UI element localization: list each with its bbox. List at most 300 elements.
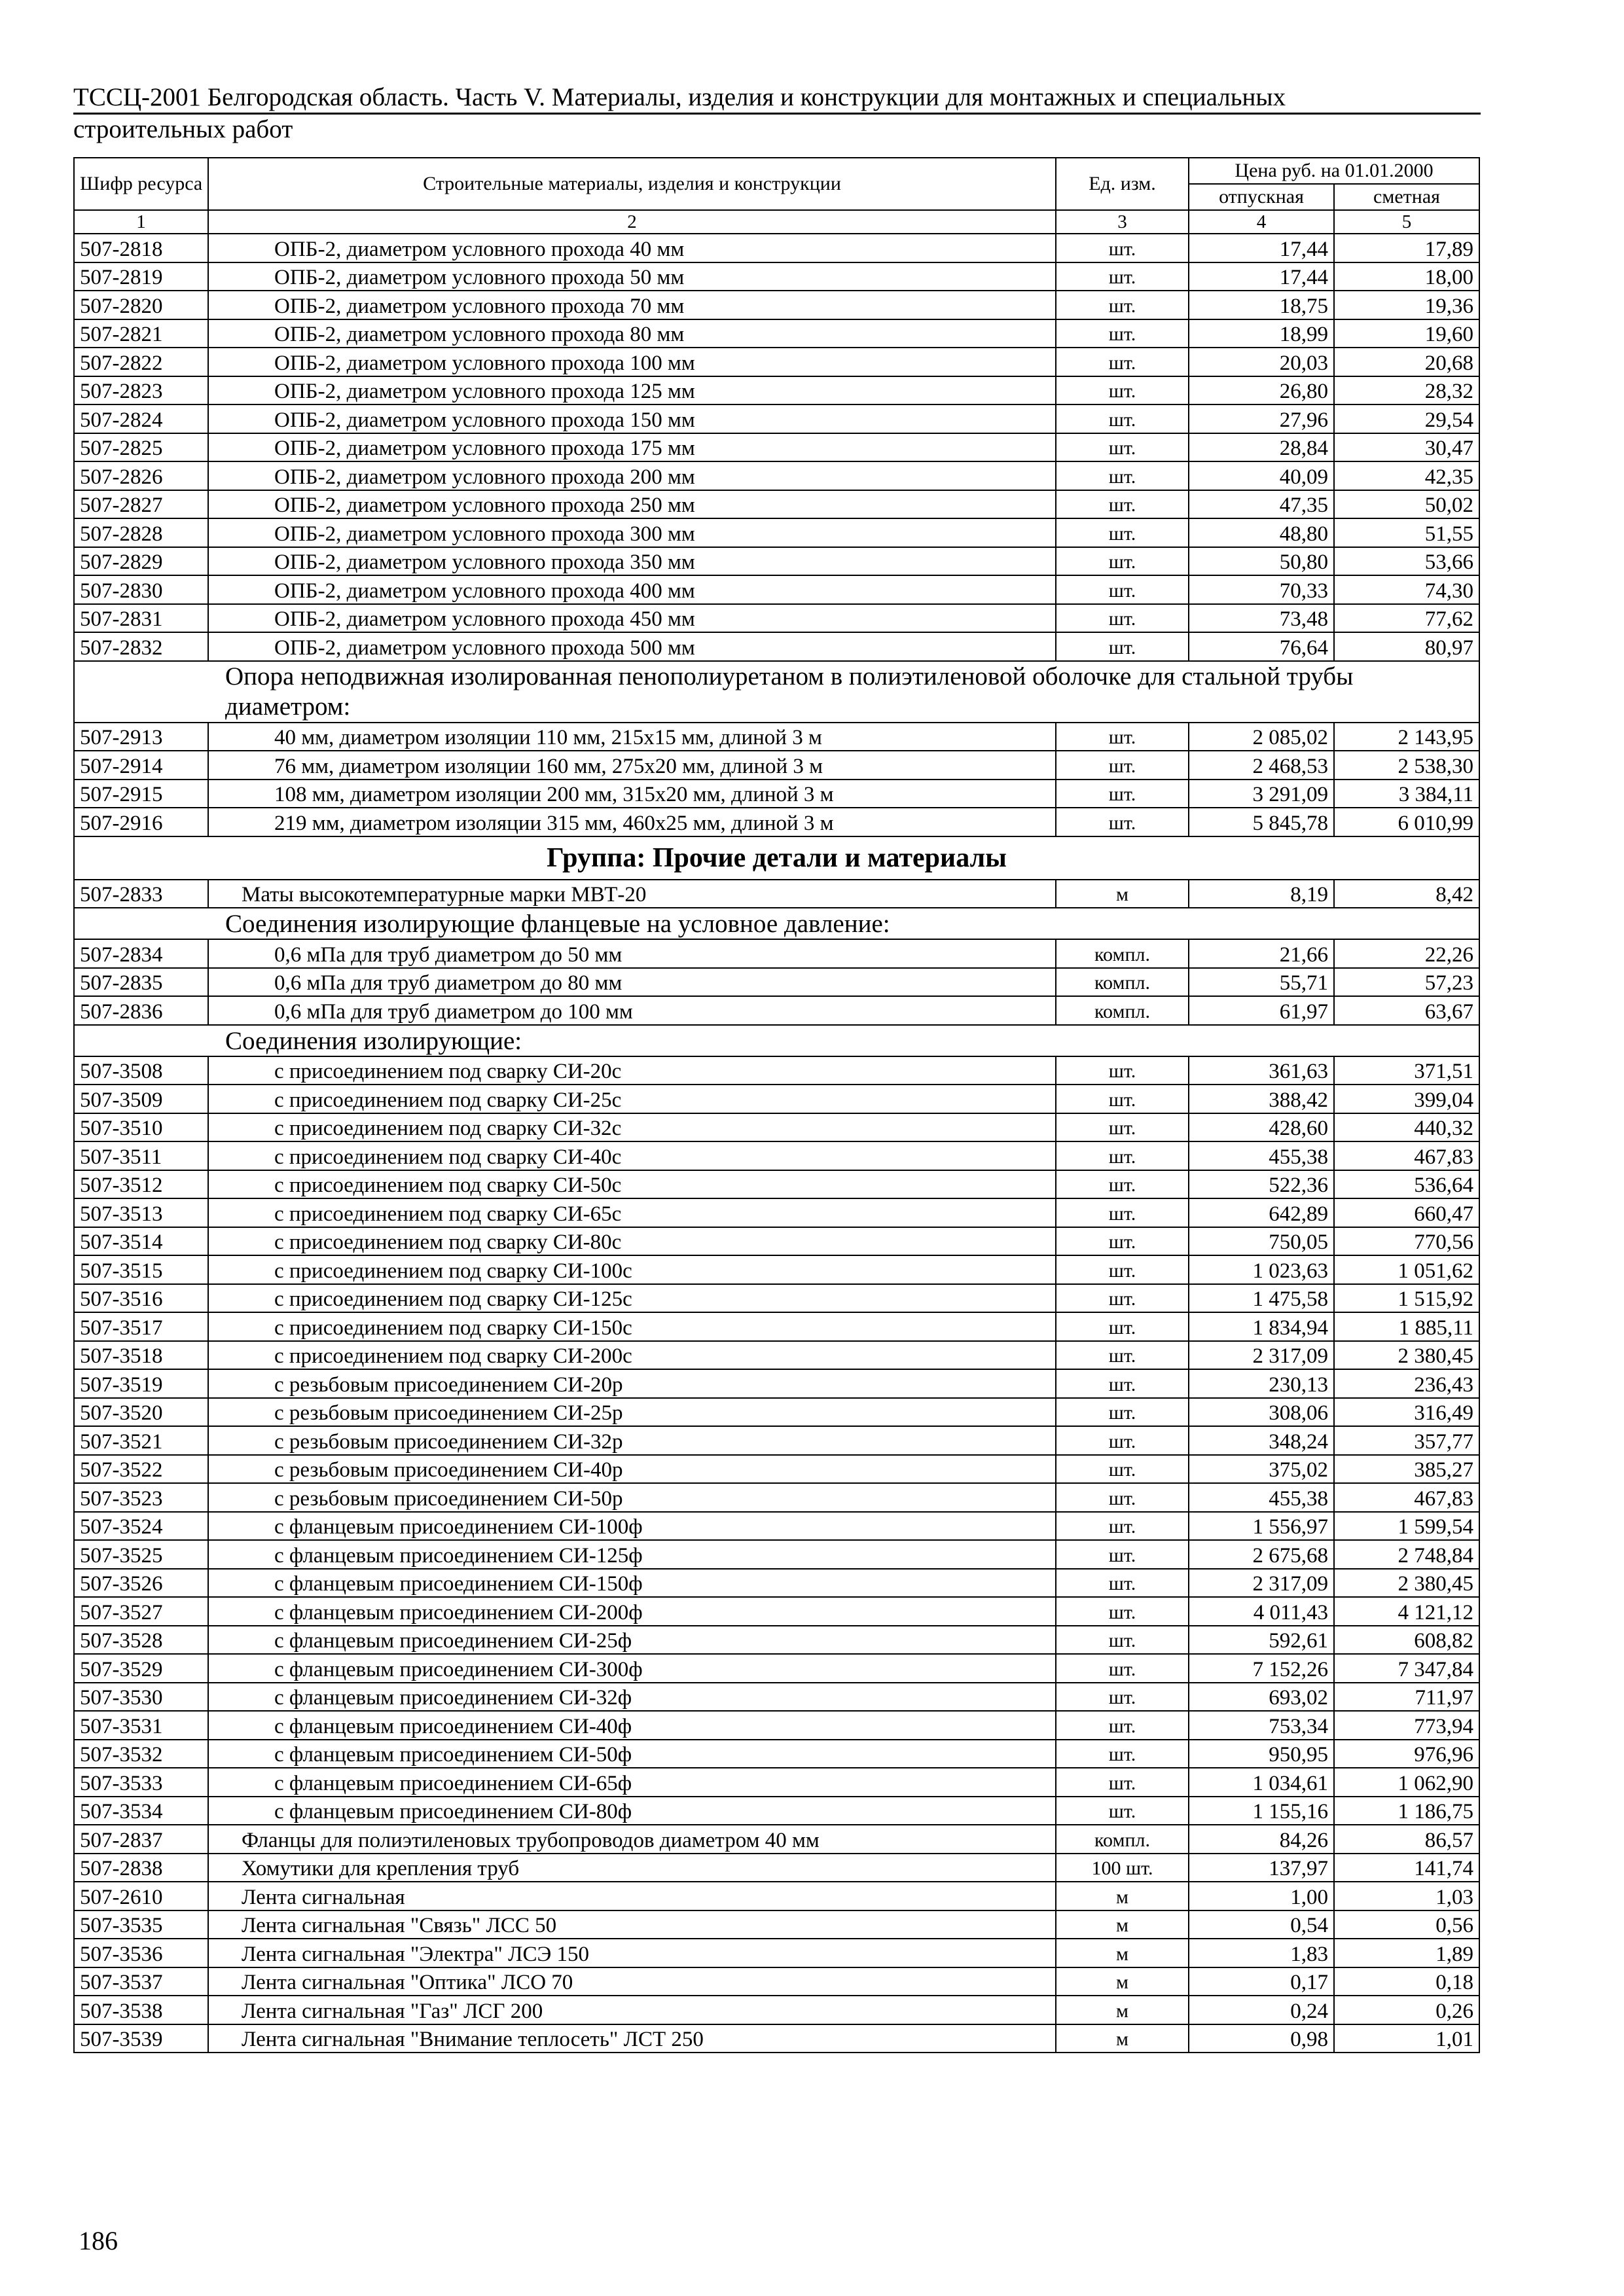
resource-code: 507-3530	[74, 1683, 208, 1712]
table-row	[74, 291, 1479, 319]
material-name: ОПБ-2, диаметром условного прохода 250 мм	[208, 490, 1056, 519]
release-price: 2 317,09	[1189, 1341, 1334, 1370]
table-row	[74, 1227, 1479, 1256]
estimate-price: 357,77	[1334, 1426, 1479, 1455]
material-name: с резьбовым присоединением СИ-25р	[208, 1398, 1056, 1427]
estimate-price: 1,01	[1334, 2024, 1479, 2053]
estimate-price: 2 538,30	[1334, 751, 1479, 780]
estimate-price: 1 599,54	[1334, 1512, 1479, 1541]
resource-code: 507-3539	[74, 2024, 208, 2053]
resource-code: 507-2834	[74, 939, 208, 968]
section-flange-title	[74, 908, 1479, 939]
release-price: 17,44	[1189, 262, 1334, 291]
material-name: ОПБ-2, диаметром условного прохода 500 мм	[208, 632, 1056, 661]
material-name: ОПБ-2, диаметром условного прохода 80 мм	[208, 319, 1056, 348]
column-number: 3	[1056, 210, 1189, 234]
estimate-price: 1 885,11	[1334, 1312, 1479, 1341]
material-name: с фланцевым присоединением СИ-200ф	[208, 1597, 1056, 1626]
release-price: 375,02	[1189, 1455, 1334, 1484]
table-row	[74, 376, 1479, 405]
release-price: 1 034,61	[1189, 1768, 1334, 1797]
section-mats	[74, 880, 1479, 908]
resource-code: 507-2835	[74, 968, 208, 997]
material-name: Фланцы для полиэтиленовых трубопроводов диаметром 40 мм	[208, 1825, 1056, 1854]
resource-code: 507-3509	[74, 1085, 208, 1113]
unit: шт.	[1056, 1711, 1189, 1740]
table-row	[74, 1882, 1479, 1910]
unit: шт.	[1056, 1654, 1189, 1683]
table-row	[74, 1170, 1479, 1199]
material-name: с присоединением под сварку СИ-25с	[208, 1085, 1056, 1113]
unit: шт.	[1056, 751, 1189, 780]
table-row	[74, 1569, 1479, 1598]
resource-code: 507-2832	[74, 632, 208, 661]
table-row	[74, 1939, 1479, 1967]
release-price: 455,38	[1189, 1483, 1334, 1512]
release-price: 428,60	[1189, 1113, 1334, 1142]
estimate-price: 608,82	[1334, 1626, 1479, 1655]
material-name: с присоединением под сварку СИ-80с	[208, 1227, 1056, 1256]
unit: шт.	[1056, 1740, 1189, 1768]
material-name: 108 мм, диаметром изоляции 200 мм, 315х20 мм, длиной 3 м	[208, 780, 1056, 808]
estimate-price: 50,02	[1334, 490, 1479, 519]
estimate-price: 3 384,11	[1334, 780, 1479, 808]
material-name: Хомутики для крепления труб	[208, 1854, 1056, 1882]
header-title-line2: строительных работ	[73, 115, 293, 143]
resource-code: 507-3513	[74, 1198, 208, 1227]
material-name: 0,6 мПа для труб диаметром до 50 мм	[208, 939, 1056, 968]
estimate-price: 385,27	[1334, 1455, 1479, 1484]
table-row	[74, 490, 1479, 519]
unit: шт.	[1056, 1768, 1189, 1797]
column-number: 1	[74, 210, 208, 234]
unit: шт.	[1056, 1683, 1189, 1712]
release-price: 1 475,58	[1189, 1284, 1334, 1313]
table-row	[74, 1512, 1479, 1541]
unit: шт.	[1056, 1398, 1189, 1427]
release-price: 28,84	[1189, 433, 1334, 462]
section-group-title	[74, 836, 1479, 880]
estimate-price: 8,42	[1334, 880, 1479, 908]
release-price: 388,42	[1189, 1085, 1334, 1113]
estimate-price: 660,47	[1334, 1198, 1479, 1227]
resource-code: 507-2829	[74, 547, 208, 576]
release-price: 693,02	[1189, 1683, 1334, 1712]
release-price: 2 085,02	[1189, 723, 1334, 751]
resource-code: 507-2826	[74, 461, 208, 490]
estimate-price: 19,60	[1334, 319, 1479, 348]
resource-code: 507-3516	[74, 1284, 208, 1313]
material-name: с фланцевым присоединением СИ-50ф	[208, 1740, 1056, 1768]
table-row	[74, 880, 1479, 908]
header-estimate-price: сметная	[1334, 184, 1479, 210]
section-misc	[74, 1825, 1479, 2053]
release-price: 137,97	[1189, 1854, 1334, 1882]
material-name: с резьбовым присоединением СИ-20р	[208, 1369, 1056, 1398]
estimate-price: 2 748,84	[1334, 1540, 1479, 1569]
material-name: ОПБ-2, диаметром условного прохода 200 мм	[208, 461, 1056, 490]
unit: шт.	[1056, 1198, 1189, 1227]
section-opb2	[74, 234, 1479, 661]
estimate-price: 22,26	[1334, 939, 1479, 968]
release-price: 950,95	[1189, 1740, 1334, 1768]
estimate-price: 20,68	[1334, 348, 1479, 376]
unit: шт.	[1056, 1369, 1189, 1398]
estimate-price: 1,03	[1334, 1882, 1479, 1910]
resource-code: 507-3538	[74, 1996, 208, 2024]
estimate-price: 2 380,45	[1334, 1341, 1479, 1370]
table-row	[74, 1398, 1479, 1427]
estimate-price: 7 347,84	[1334, 1654, 1479, 1683]
column-number: 5	[1334, 210, 1479, 234]
material-name: с фланцевым присоединением СИ-40ф	[208, 1711, 1056, 1740]
resource-code: 507-3529	[74, 1654, 208, 1683]
release-price: 1 023,63	[1189, 1255, 1334, 1284]
resource-code: 507-3521	[74, 1426, 208, 1455]
unit: шт.	[1056, 1170, 1189, 1199]
table-row	[74, 968, 1479, 997]
resource-code: 507-2819	[74, 262, 208, 291]
section-insulating-joints	[74, 1056, 1479, 1825]
material-name: Лента сигнальная "Связь" ЛСС 50	[208, 1910, 1056, 1939]
release-price: 230,13	[1189, 1369, 1334, 1398]
unit: шт.	[1056, 1284, 1189, 1313]
release-price: 1,83	[1189, 1939, 1334, 1967]
estimate-price: 467,83	[1334, 1483, 1479, 1512]
resource-code: 507-2827	[74, 490, 208, 519]
material-name: с фланцевым присоединением СИ-25ф	[208, 1626, 1056, 1655]
release-price: 40,09	[1189, 461, 1334, 490]
material-name: с присоединением под сварку СИ-65с	[208, 1198, 1056, 1227]
resource-code: 507-2610	[74, 1882, 208, 1910]
release-price: 73,48	[1189, 604, 1334, 633]
material-name: с фланцевым присоединением СИ-125ф	[208, 1540, 1056, 1569]
release-price: 18,99	[1189, 319, 1334, 348]
resource-code: 507-2836	[74, 996, 208, 1025]
estimate-price: 399,04	[1334, 1085, 1479, 1113]
estimate-price: 18,00	[1334, 262, 1479, 291]
unit: шт.	[1056, 1227, 1189, 1256]
unit: м	[1056, 1996, 1189, 2024]
release-price: 1 556,97	[1189, 1512, 1334, 1541]
estimate-price: 1 051,62	[1334, 1255, 1479, 1284]
unit: компл.	[1056, 939, 1189, 968]
unit: шт.	[1056, 518, 1189, 547]
resource-code: 507-3533	[74, 1768, 208, 1797]
release-price: 4 011,43	[1189, 1597, 1334, 1626]
estimate-price: 1 515,92	[1334, 1284, 1479, 1313]
estimate-price: 141,74	[1334, 1854, 1479, 1882]
release-price: 753,34	[1189, 1711, 1334, 1740]
table-row	[74, 808, 1479, 836]
unit: шт.	[1056, 1455, 1189, 1484]
table-row	[74, 1426, 1479, 1455]
table-row	[74, 433, 1479, 462]
estimate-price: 19,36	[1334, 291, 1479, 319]
column-number: 2	[208, 210, 1056, 234]
unit: шт.	[1056, 604, 1189, 633]
release-price: 2 468,53	[1189, 751, 1334, 780]
table-row	[74, 461, 1479, 490]
header-name: Строительные материалы, изделия и конструкции	[208, 158, 1056, 210]
material-name: Маты высокотемпературные марки МВТ-20	[208, 880, 1056, 908]
estimate-price: 51,55	[1334, 518, 1479, 547]
resource-code: 507-2915	[74, 780, 208, 808]
estimate-price: 29,54	[1334, 404, 1479, 433]
estimate-price: 74,30	[1334, 575, 1479, 604]
material-name: с присоединением под сварку СИ-150с	[208, 1312, 1056, 1341]
material-name: с присоединением под сварку СИ-32с	[208, 1113, 1056, 1142]
release-price: 55,71	[1189, 968, 1334, 997]
resource-code: 507-3512	[74, 1170, 208, 1199]
material-name: с фланцевым присоединением СИ-100ф	[208, 1512, 1056, 1541]
estimate-price: 976,96	[1334, 1740, 1479, 1768]
resource-code: 507-2822	[74, 348, 208, 376]
resource-code: 507-2833	[74, 880, 208, 908]
release-price: 642,89	[1189, 1198, 1334, 1227]
table-row	[74, 1597, 1479, 1626]
estimate-price: 2 143,95	[1334, 723, 1479, 751]
estimate-price: 1,89	[1334, 1939, 1479, 1967]
document-header	[73, 84, 1481, 143]
material-name: с резьбовым присоединением СИ-40р	[208, 1455, 1056, 1484]
material-name: с резьбовым присоединением СИ-32р	[208, 1426, 1056, 1455]
section-insulating-title	[74, 1025, 1479, 1056]
unit: шт.	[1056, 1255, 1189, 1284]
unit: шт.	[1056, 262, 1189, 291]
resource-code: 507-2824	[74, 404, 208, 433]
release-price: 26,80	[1189, 376, 1334, 405]
material-name: Лента сигнальная "Газ" ЛСГ 200	[208, 1996, 1056, 2024]
release-price: 70,33	[1189, 575, 1334, 604]
resource-code: 507-2828	[74, 518, 208, 547]
unit: шт.	[1056, 1056, 1189, 1085]
unit: шт.	[1056, 1312, 1189, 1341]
release-price: 750,05	[1189, 1227, 1334, 1256]
table-row	[74, 518, 1479, 547]
release-price: 21,66	[1189, 939, 1334, 968]
estimate-price: 467,83	[1334, 1141, 1479, 1170]
table-row	[74, 1967, 1479, 1996]
table-row	[74, 1996, 1479, 2024]
resource-code: 507-2838	[74, 1854, 208, 1882]
material-name: с фланцевым присоединением СИ-65ф	[208, 1768, 1056, 1797]
material-name: ОПБ-2, диаметром условного прохода 125 мм	[208, 376, 1056, 405]
unit: шт.	[1056, 1797, 1189, 1825]
estimate-price: 28,32	[1334, 376, 1479, 405]
unit: шт.	[1056, 575, 1189, 604]
estimate-price: 0,26	[1334, 1996, 1479, 2024]
release-price: 20,03	[1189, 348, 1334, 376]
resource-code: 507-2821	[74, 319, 208, 348]
material-name: с фланцевым присоединением СИ-300ф	[208, 1654, 1056, 1683]
material-name: 40 мм, диаметром изоляции 110 мм, 215х15 мм, длиной 3 м	[208, 723, 1056, 751]
section-support-title	[74, 661, 1479, 723]
resource-code: 507-2914	[74, 751, 208, 780]
price-table	[73, 157, 1480, 2053]
material-name: Лента сигнальная "Внимание теплосеть" ЛСТ 250	[208, 2024, 1056, 2053]
table-row	[74, 1198, 1479, 1227]
table-row	[74, 723, 1479, 751]
table-row	[74, 319, 1479, 348]
resource-code: 507-2818	[74, 234, 208, 262]
material-name: Лента сигнальная "Электра" ЛСЭ 150	[208, 1939, 1056, 1967]
estimate-price: 773,94	[1334, 1711, 1479, 1740]
resource-code: 507-3524	[74, 1512, 208, 1541]
table-row	[74, 1797, 1479, 1825]
unit: шт.	[1056, 1113, 1189, 1142]
unit: шт.	[1056, 319, 1189, 348]
unit: м	[1056, 880, 1189, 908]
resource-code: 507-3531	[74, 1711, 208, 1740]
release-price: 361,63	[1189, 1056, 1334, 1085]
resource-code: 507-3522	[74, 1455, 208, 1484]
table-row	[74, 1768, 1479, 1797]
table-row	[74, 1284, 1479, 1313]
estimate-price: 42,35	[1334, 461, 1479, 490]
unit: 100 шт.	[1056, 1854, 1189, 1882]
release-price: 455,38	[1189, 1141, 1334, 1170]
material-name: ОПБ-2, диаметром условного прохода 300 мм	[208, 518, 1056, 547]
material-name: с присоединением под сварку СИ-125с	[208, 1284, 1056, 1313]
release-price: 2 675,68	[1189, 1540, 1334, 1569]
unit: шт.	[1056, 234, 1189, 262]
resource-code: 507-2820	[74, 291, 208, 319]
resource-code: 507-3514	[74, 1227, 208, 1256]
release-price: 1 155,16	[1189, 1797, 1334, 1825]
resource-code: 507-3526	[74, 1569, 208, 1598]
resource-code: 507-3536	[74, 1939, 208, 1967]
unit: шт.	[1056, 808, 1189, 836]
table-row	[74, 1255, 1479, 1284]
estimate-price: 80,97	[1334, 632, 1479, 661]
material-name: с присоединением под сварку СИ-20с	[208, 1056, 1056, 1085]
resource-code: 507-3525	[74, 1540, 208, 1569]
unit: шт.	[1056, 1569, 1189, 1598]
resource-code: 507-2825	[74, 433, 208, 462]
release-price: 17,44	[1189, 234, 1334, 262]
material-name: ОПБ-2, диаметром условного прохода 50 мм	[208, 262, 1056, 291]
subtitle-support: Опора неподвижная изолированная пенополиуретаном в полиэтиленовой оболочке для стальной трубы диаметром:	[74, 661, 1479, 723]
material-name: ОПБ-2, диаметром условного прохода 175 мм	[208, 433, 1056, 462]
resource-code: 507-3518	[74, 1341, 208, 1370]
table-row	[74, 1113, 1479, 1142]
material-name: с резьбовым присоединением СИ-50р	[208, 1483, 1056, 1512]
unit: шт.	[1056, 461, 1189, 490]
estimate-price: 2 380,45	[1334, 1569, 1479, 1598]
unit: шт.	[1056, 1085, 1189, 1113]
table-row	[74, 348, 1479, 376]
unit: шт.	[1056, 1141, 1189, 1170]
estimate-price: 1 062,90	[1334, 1768, 1479, 1797]
release-price: 522,36	[1189, 1170, 1334, 1199]
table-row	[74, 575, 1479, 604]
table-row	[74, 1711, 1479, 1740]
unit: шт.	[1056, 348, 1189, 376]
estimate-price: 536,64	[1334, 1170, 1479, 1199]
estimate-price: 17,89	[1334, 234, 1479, 262]
release-price: 27,96	[1189, 404, 1334, 433]
material-name: с присоединением под сварку СИ-50с	[208, 1170, 1056, 1199]
estimate-price: 711,97	[1334, 1683, 1479, 1712]
estimate-price: 30,47	[1334, 433, 1479, 462]
table-row	[74, 1654, 1479, 1683]
column-number: 4	[1189, 210, 1334, 234]
material-name: ОПБ-2, диаметром условного прохода 400 мм	[208, 575, 1056, 604]
estimate-price: 1 186,75	[1334, 1797, 1479, 1825]
unit: м	[1056, 1882, 1189, 1910]
resource-code: 507-3532	[74, 1740, 208, 1768]
header-title-line1: ТССЦ-2001 Белгородская область. Часть V. Материалы, изделия и конструкции для монтажных и специальных	[73, 84, 1481, 115]
estimate-price: 77,62	[1334, 604, 1479, 633]
resource-code: 507-3537	[74, 1967, 208, 1996]
release-price: 348,24	[1189, 1426, 1334, 1455]
table-row	[74, 1540, 1479, 1569]
section-support	[74, 723, 1479, 836]
estimate-price: 6 010,99	[1334, 808, 1479, 836]
resource-code: 507-2830	[74, 575, 208, 604]
resource-code: 507-2913	[74, 723, 208, 751]
release-price: 48,80	[1189, 518, 1334, 547]
table-row	[74, 939, 1479, 968]
unit: м	[1056, 2024, 1189, 2053]
unit: шт.	[1056, 1540, 1189, 1569]
resource-code: 507-2837	[74, 1825, 208, 1854]
resource-code: 507-3515	[74, 1255, 208, 1284]
subtitle-insulating-joints: Соединения изолирующие:	[74, 1025, 1479, 1056]
header-unit: Ед. изм.	[1056, 158, 1189, 210]
release-price: 3 291,09	[1189, 780, 1334, 808]
table-row	[74, 1683, 1479, 1712]
unit: компл.	[1056, 996, 1189, 1025]
release-price: 0,17	[1189, 1967, 1334, 1996]
material-name: ОПБ-2, диаметром условного прохода 350 мм	[208, 547, 1056, 576]
release-price: 84,26	[1189, 1825, 1334, 1854]
estimate-price: 770,56	[1334, 1227, 1479, 1256]
estimate-price: 440,32	[1334, 1113, 1479, 1142]
material-name: 0,6 мПа для труб диаметром до 80 мм	[208, 968, 1056, 997]
release-price: 0,54	[1189, 1910, 1334, 1939]
material-name: Лента сигнальная "Оптика" ЛСО 70	[208, 1967, 1056, 1996]
material-name: Лента сигнальная	[208, 1882, 1056, 1910]
table-row	[74, 1312, 1479, 1341]
material-name: с присоединением под сварку СИ-200с	[208, 1341, 1056, 1370]
unit: м	[1056, 1910, 1189, 1939]
resource-code: 507-2831	[74, 604, 208, 633]
release-price: 47,35	[1189, 490, 1334, 519]
material-name: ОПБ-2, диаметром условного прохода 40 мм	[208, 234, 1056, 262]
estimate-price: 57,23	[1334, 968, 1479, 997]
unit: шт.	[1056, 376, 1189, 405]
material-name: с фланцевым присоединением СИ-32ф	[208, 1683, 1056, 1712]
material-name: ОПБ-2, диаметром условного прохода 100 мм	[208, 348, 1056, 376]
table-row	[74, 1825, 1479, 1854]
unit: м	[1056, 1939, 1189, 1967]
unit: шт.	[1056, 1597, 1189, 1626]
resource-code: 507-3534	[74, 1797, 208, 1825]
resource-code: 507-3510	[74, 1113, 208, 1142]
table-row	[74, 404, 1479, 433]
release-price: 5 845,78	[1189, 808, 1334, 836]
release-price: 592,61	[1189, 1626, 1334, 1655]
unit: шт.	[1056, 404, 1189, 433]
material-name: с присоединением под сварку СИ-40с	[208, 1141, 1056, 1170]
estimate-price: 63,67	[1334, 996, 1479, 1025]
release-price: 2 317,09	[1189, 1569, 1334, 1598]
table-row	[74, 1369, 1479, 1398]
estimate-price: 0,56	[1334, 1910, 1479, 1939]
table-row	[74, 2024, 1479, 2053]
